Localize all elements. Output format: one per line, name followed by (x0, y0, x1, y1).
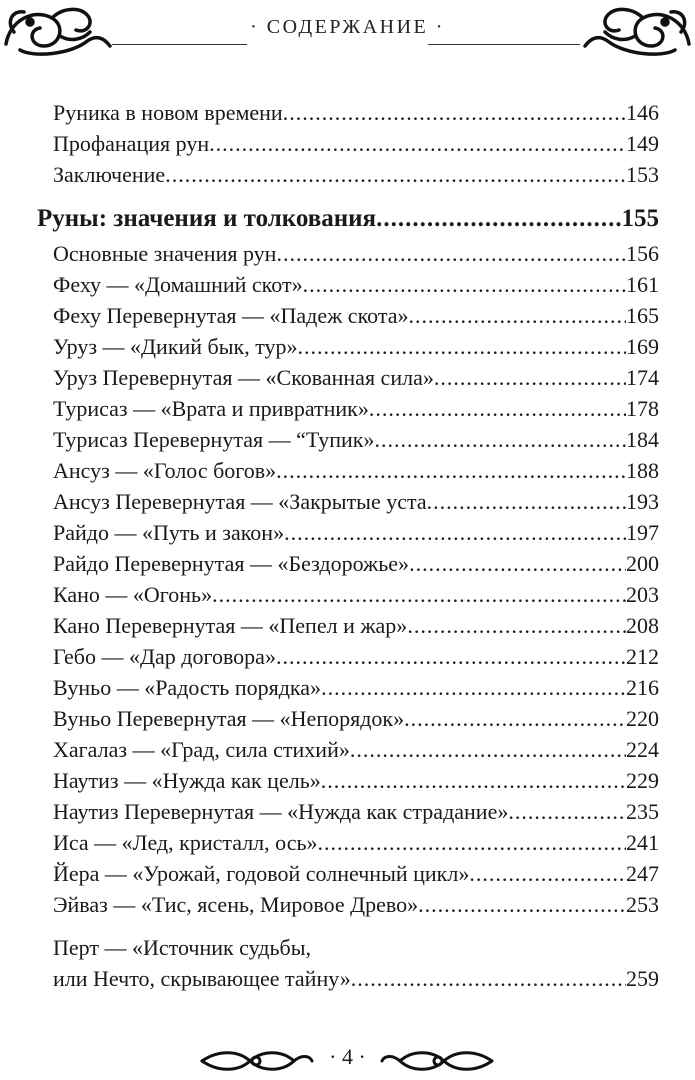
toc-entry-page: 184 (626, 427, 659, 452)
header-rule-right (428, 44, 580, 45)
dot-leader (276, 456, 626, 486)
toc-entry (53, 160, 659, 190)
toc-entry (53, 301, 659, 331)
toc-entry-page: 212 (626, 644, 659, 669)
toc-entry-title: Гебо — «Дар договора» (53, 644, 276, 669)
toc-entry-page: 165 (626, 303, 659, 328)
dot-leader (298, 332, 626, 362)
running-header (0, 0, 695, 70)
header-title: · СОДЕРЖАНИЕ · (250, 16, 445, 38)
toc-entry-title-line1: Перт — «Источник судьбы, (53, 935, 311, 960)
toc-entry-page: 253 (626, 892, 659, 917)
toc-entry (53, 549, 659, 579)
toc-entry-title: Райдо — «Путь и закон» (53, 520, 285, 545)
toc-section-heading (37, 204, 659, 234)
toc-entry (53, 98, 659, 128)
dot-leader (321, 766, 626, 796)
toc-entry (53, 332, 659, 362)
dot-leader (284, 518, 626, 548)
toc-entry-title: Турисаз — «Врата и привратник» (53, 396, 369, 421)
toc-entry-page: 188 (626, 458, 659, 483)
toc-entry-page: 259 (626, 966, 659, 991)
dot-leader (351, 964, 626, 994)
toc-entry-page: 149 (626, 131, 659, 156)
toc-entry (53, 828, 659, 858)
toc-entry-title: Райдо Перевернутая — «Бездорожье» (53, 551, 410, 576)
toc-entry-title: Руника в новом времени (53, 100, 283, 125)
toc-entry-title: Ансуз Перевернутая — «Закрытые уста (53, 489, 427, 514)
dot-leader (303, 270, 626, 300)
toc-entry (53, 673, 659, 703)
toc-entry-page: 200 (626, 551, 659, 576)
toc-entry-page: 174 (626, 365, 659, 390)
toc-entry-title: Хагалаз — «Град, сила стихий» (53, 737, 350, 762)
page-number: · 4 · (329, 1044, 366, 1069)
toc-entry (53, 890, 659, 920)
celtic-knot-right-icon (583, 2, 695, 58)
toc-entry-page: 146 (626, 100, 659, 125)
dot-leader (404, 704, 626, 734)
toc-entry (53, 456, 659, 486)
page-footer (0, 1040, 695, 1080)
toc-entry (53, 425, 659, 455)
toc-entry-title: Уруз — «Дикий бык, тур» (53, 334, 298, 359)
dot-leader (418, 890, 626, 920)
toc-entry (53, 642, 659, 672)
dot-leader (427, 487, 626, 517)
toc-entry-title: Йера — «Урожай, годовой солнечный цикл» (53, 861, 470, 886)
toc-entry (53, 766, 659, 796)
toc-entry-title: Наутиз Перевернутая — «Нужда как страдание» (53, 799, 509, 824)
toc-entry-page: 155 (621, 205, 659, 232)
toc-entry-title: Профанация рун (53, 131, 210, 156)
header-rule-left (112, 44, 247, 45)
dot-leader (209, 129, 626, 159)
dot-leader (409, 301, 626, 331)
toc-entry (53, 964, 659, 994)
dot-leader (318, 828, 627, 858)
dot-leader (212, 580, 626, 610)
dot-leader (407, 611, 626, 641)
toc-entry-title: Кано Перевернутая — «Пепел и жар» (53, 613, 408, 638)
toc-entry-title: Заключение (53, 162, 166, 187)
toc-entry-page: 220 (626, 706, 659, 731)
toc-entry-title: Руны: значения и толкования (37, 205, 377, 232)
toc-entry-page: 193 (626, 489, 659, 514)
toc-entry (53, 394, 659, 424)
toc-entry-title: Феху Перевернутая — «Падеж скота» (53, 303, 409, 328)
toc-entry-page: 203 (626, 582, 659, 607)
toc-entry-title: Основные значения рун (53, 241, 277, 266)
dot-leader (276, 239, 626, 269)
toc-entry-page: 224 (626, 737, 659, 762)
dot-leader (469, 859, 626, 889)
toc-entry-title: Феху — «Домашний скот» (53, 272, 303, 297)
toc-entry-page: 156 (626, 241, 659, 266)
toc-entry-page: 169 (626, 334, 659, 359)
toc-entry-page: 216 (626, 675, 659, 700)
toc-entry-title: Наутиз — «Нужда как цель» (53, 768, 321, 793)
footer-ornament-right-icon (378, 1048, 496, 1074)
toc-entry-page: 235 (626, 799, 659, 824)
toc-entry (53, 487, 659, 517)
toc-entry-page: 208 (626, 613, 659, 638)
toc-entry (53, 239, 659, 269)
toc-entry-page: 241 (626, 830, 659, 855)
toc-entry (53, 859, 659, 889)
toc-entry (53, 518, 659, 548)
toc-entry-title: Вуньо Перевернутая — «Непорядок» (53, 706, 405, 731)
toc-entry (53, 611, 659, 641)
toc-entry-page: 197 (626, 520, 659, 545)
toc-entry-page: 161 (626, 272, 659, 297)
toc-entry-title: Эйваз — «Тис, ясень, Мировое Древо» (53, 892, 419, 917)
dot-leader (434, 363, 626, 393)
dot-leader (350, 735, 626, 765)
dot-leader (165, 160, 626, 190)
dot-leader (283, 98, 626, 128)
toc-entry-page: 229 (626, 768, 659, 793)
toc-entry (53, 735, 659, 765)
dot-leader (321, 673, 626, 703)
dot-leader (376, 204, 621, 234)
toc-entry (53, 363, 659, 393)
toc-entry (53, 270, 659, 300)
toc-entry-page: 247 (626, 861, 659, 886)
toc-entry-title: Иса — «Лед, кристалл, ось» (53, 830, 318, 855)
toc-entry-title-line2: или Нечто, скрывающее тайну» (53, 966, 351, 991)
toc-entry (53, 704, 659, 734)
dot-leader (276, 642, 626, 672)
dot-leader (409, 549, 626, 579)
toc-entry-title: Ансуз — «Голос богов» (53, 458, 277, 483)
toc-entry-title: Уруз Перевернутая — «Скованная сила» (53, 365, 434, 390)
toc-entry (53, 129, 659, 159)
dot-leader (369, 394, 626, 424)
toc-entry (53, 797, 659, 827)
toc-entry-page: 178 (626, 396, 659, 421)
toc-entry-title: Кано — «Огонь» (53, 582, 213, 607)
dot-leader (508, 797, 626, 827)
toc-entry-title: Вуньо — «Радость порядка» (53, 675, 322, 700)
toc-entry-page: 153 (626, 162, 659, 187)
toc-entry-title: Турисаз Перевернутая — “Тупик» (53, 427, 375, 452)
dot-leader (374, 425, 626, 455)
toc-entry (53, 580, 659, 610)
